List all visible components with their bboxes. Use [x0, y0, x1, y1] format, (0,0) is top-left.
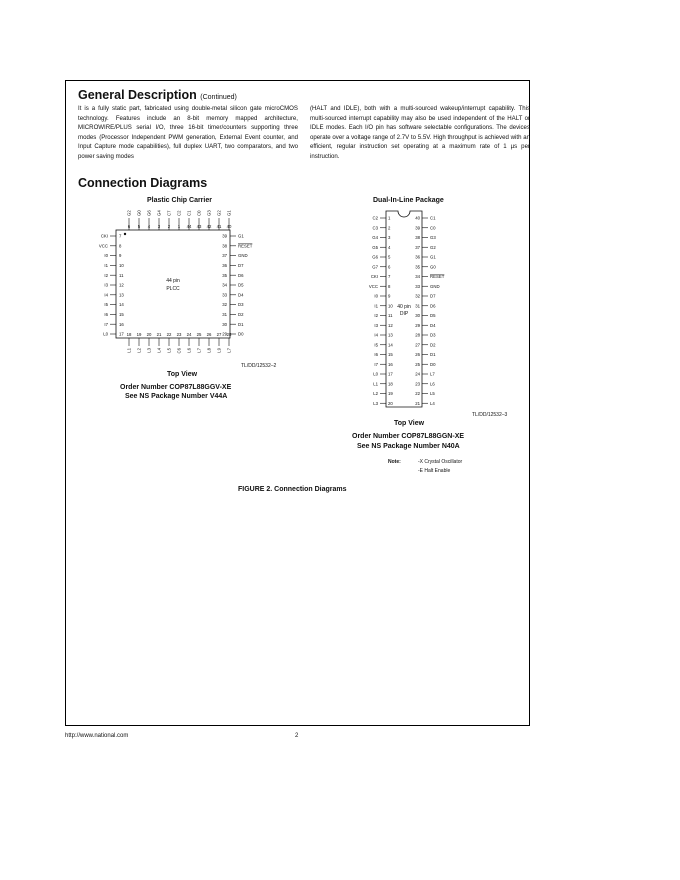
- dip-right-pin-number: 39: [415, 225, 420, 231]
- plcc-bottom-pin-number: 20: [146, 332, 152, 337]
- plcc-right-pin-label: D2: [238, 312, 244, 317]
- plcc-left-pin-number: 12: [119, 282, 124, 288]
- plcc-top-pin-number: 2: [167, 224, 171, 229]
- dip-left-pin-label: L0: [373, 371, 378, 377]
- plcc-bottom-pin-label: L1: [126, 348, 132, 353]
- note-label: Note:: [388, 459, 401, 465]
- dip-left-pin-number: 16: [388, 361, 393, 367]
- dip-left-pin-number: 13: [388, 332, 393, 338]
- dip-left-pin-label: CKI: [370, 274, 378, 280]
- dip-left-pin-label: I6: [374, 352, 378, 358]
- dip-right-pin-label: D2: [430, 342, 436, 348]
- plcc-bottom-pin-label: L4: [156, 348, 162, 353]
- plcc-top-pin-number: 3: [157, 224, 161, 229]
- plcc-left-pin-number: 17: [119, 331, 124, 337]
- plcc-right-pin-number: 39: [222, 233, 227, 239]
- dip-left-pin-number: 20: [388, 400, 393, 406]
- dip-left-pin-number: 19: [388, 391, 393, 397]
- plcc-bottom-pin-label: L8: [206, 348, 212, 353]
- plcc-right-pin-label: D5: [238, 282, 244, 288]
- plcc-bottom-pin-number: 26: [206, 332, 212, 337]
- plcc-left-pin-label: I4: [104, 292, 108, 298]
- dip-right-pin-number: 23: [415, 381, 420, 387]
- plcc-bottom-pin-label: L6: [186, 348, 192, 353]
- plcc-left-pin-number: 9: [119, 253, 122, 259]
- dip-left-pin-number: 2: [388, 225, 391, 231]
- plcc-top-pin-label: G2: [126, 210, 132, 216]
- plcc-left-pin-number: 15: [119, 312, 124, 317]
- plcc-right-pin-number: 29: [222, 331, 227, 337]
- plcc-bottom-pin-number: 21: [156, 332, 162, 337]
- dip-left-pin-label: G6: [372, 254, 378, 260]
- plcc-right-pin-number: 35: [222, 272, 227, 278]
- plcc-left-pin-number: 14: [119, 302, 124, 308]
- dip-right-pin-label: G0: [430, 264, 436, 270]
- plcc-right-pin-number: 38: [222, 243, 227, 249]
- dip-left-pin-label: I2: [374, 313, 378, 319]
- dip-left-pin-number: 6: [388, 264, 391, 270]
- plcc-right-pin-number: 36: [222, 263, 227, 268]
- dip-package-number: See NS Package Number N40A: [357, 443, 460, 450]
- plcc-left-pin-number: 7: [119, 233, 122, 239]
- dip-left-pin-label: C2: [372, 215, 378, 221]
- plcc-bottom-pin-label: L9: [216, 348, 222, 353]
- plcc-bottom-pin-number: 27: [216, 332, 222, 337]
- dip-right-pin-label: G1: [430, 254, 436, 260]
- plcc-top-pin-label: G6: [146, 210, 152, 216]
- plcc-top-pin-label: G2: [216, 210, 222, 216]
- plcc-top-pin-number: 6: [127, 224, 131, 229]
- dip-right-pin-number: 33: [415, 283, 420, 289]
- dip-right-pin-label: D6: [430, 303, 436, 309]
- dip-right-pin-number: 26: [415, 352, 420, 358]
- dip-center-line-2: DIP: [399, 311, 409, 317]
- plcc-right-pin-label: D6: [238, 272, 244, 278]
- plcc-left-pin-number: 13: [119, 292, 124, 298]
- dip-right-pin-number: 29: [415, 322, 420, 328]
- plcc-doc-code: TL/DD/12532–2: [241, 363, 277, 369]
- plcc-package-number: See NS Package Number V44A: [125, 393, 228, 400]
- plcc-left-pin-label: I6: [104, 312, 108, 317]
- dip-left-pin-label: I1: [374, 303, 378, 309]
- plcc-right-pin-number: 34: [222, 282, 227, 288]
- dip-left-pin-number: 14: [388, 342, 393, 348]
- plcc-right-pin-label: D0: [238, 331, 244, 337]
- plcc-bottom-pin-label: L2: [136, 348, 142, 353]
- dip-right-pin-label: C0: [430, 225, 436, 231]
- dip-top-view: Top View: [394, 420, 425, 427]
- dip-left-pin-label: I7: [374, 361, 378, 367]
- plcc-top-pin-number: 42: [206, 224, 212, 229]
- dip-left-pin-number: 3: [388, 235, 391, 241]
- dip-right-pin-label: RESET: [430, 274, 445, 280]
- dip-right-pin-number: 32: [415, 293, 420, 299]
- dip-left-pin-label: G7: [372, 264, 378, 270]
- figure-caption: FIGURE 2. Connection Diagrams: [238, 486, 347, 493]
- dip-right-pin-number: 30: [415, 313, 420, 319]
- plcc-bottom-pin-number: 25: [196, 332, 202, 337]
- dip-right-pin-number: 38: [415, 235, 420, 241]
- dip-right-pin-label: GND: [430, 283, 440, 289]
- plcc-top-pin-number: 4: [147, 224, 151, 229]
- dip-right-pin-number: 35: [415, 264, 420, 270]
- dip-right-pin-label: D1: [430, 352, 436, 358]
- plcc-right-pin-label: D7: [238, 263, 244, 268]
- dip-right-pin-number: 36: [415, 254, 420, 260]
- plcc-left-pin-label: I3: [104, 282, 108, 288]
- dip-right-pin-label: D4: [430, 322, 436, 328]
- note-line-1: -X Crystal Oscillator: [418, 459, 463, 465]
- plcc-left-pin-label: I0: [104, 253, 108, 259]
- plcc-title: Plastic Chip Carrier: [147, 197, 212, 204]
- note-line-2: -E Halt Enable: [418, 468, 451, 474]
- dip-left-pin-number: 11: [388, 313, 393, 319]
- plcc-bottom-pin-label: L7: [226, 348, 232, 353]
- plcc-right-pin-number: 30: [222, 321, 227, 327]
- plcc-top-pin-label: C1: [186, 210, 192, 216]
- plcc-left-pin-number: 16: [119, 321, 124, 327]
- dip-left-pin-number: 15: [388, 352, 393, 358]
- dip-right-pin-label: D7: [430, 293, 436, 299]
- plcc-top-pin-number: 43: [196, 224, 202, 229]
- plcc-top-pin-number: 5: [137, 224, 141, 229]
- plcc-center-line-1: 44 pin: [166, 278, 180, 284]
- dip-title: Dual-In-Line Package: [373, 197, 444, 204]
- plcc-right-pin-label: GND: [238, 253, 248, 259]
- plcc-right-pin-number: 37: [222, 253, 227, 259]
- dip-right-pin-label: G3: [430, 235, 436, 241]
- connection-diagrams-heading: Connection Diagrams: [78, 176, 208, 190]
- dip-left-pin-label: VCC: [368, 283, 378, 289]
- plcc-top-pin-number: 41: [216, 224, 222, 229]
- plcc-top-pin-number: 1: [177, 224, 181, 229]
- plcc-order-number: Order Number COP87L88GGV-XE: [120, 384, 232, 391]
- dip-left-pin-label: I3: [374, 322, 378, 328]
- dip-left-pin-number: 7: [388, 274, 391, 280]
- dip-right-pin-label: C1: [430, 215, 436, 221]
- plcc-bottom-pin-label: C6: [176, 348, 182, 354]
- dip-left-pin-label: G4: [372, 235, 378, 241]
- heading-title: General Description: [78, 88, 197, 102]
- plcc-right-pin-number: 31: [222, 312, 227, 317]
- plcc-left-pin-number: 10: [119, 263, 124, 268]
- plcc-bottom-pin-number: 24: [186, 332, 192, 337]
- dip-left-pin-label: I0: [374, 293, 378, 299]
- plcc-bottom-pin-number: 28: [226, 332, 232, 337]
- dip-left-pin-label: I4: [374, 332, 378, 338]
- plcc-bottom-pin-number: 22: [166, 332, 172, 337]
- dip-right-pin-number: 37: [415, 244, 420, 250]
- dip-left-pin-number: 17: [388, 371, 393, 377]
- plcc-center-line-2: PLCC: [166, 286, 180, 292]
- footer-url: http://www.national.com: [65, 733, 129, 739]
- plcc-diagram: [99, 210, 253, 354]
- dip-order-number: Order Number COP87L88GGN-XE: [352, 433, 465, 440]
- plcc-bottom-pin-number: 23: [176, 332, 182, 337]
- plcc-top-pin-label: G1: [226, 210, 232, 216]
- dip-left-pin-number: 10: [388, 303, 393, 309]
- dip-right-pin-label: D3: [430, 332, 436, 338]
- heading-continued: (Continued): [200, 94, 237, 101]
- plcc-top-pin-number: 40: [226, 224, 232, 229]
- dip-left-pin-label: I5: [374, 342, 378, 348]
- plcc-right-pin-label: D1: [238, 321, 244, 327]
- plcc-right-pin-label: G1: [238, 233, 244, 239]
- plcc-right-pin-label: D3: [238, 302, 244, 308]
- dip-left-pin-number: 12: [388, 322, 393, 328]
- plcc-bottom-pin-label: L5: [166, 348, 172, 353]
- dip-right-pin-number: 28: [415, 332, 420, 338]
- dip-left-pin-number: 5: [388, 254, 391, 260]
- description-right-column: (HALT and IDLE), both with a multi-sourced wakeup/interrupt capability. This multi-sourced interrupt capability may also be used independent of the HALT or IDLE modes. Each I/O pin has software selectable configurations. The devices operate over a voltage range of 2.7V to 5.5V. High throughput is achieved with an efficient, regular instruction set operating at a maximum rate of 1 µs per instruction.: [310, 105, 530, 160]
- dip-left-pin-label: L1: [373, 381, 378, 387]
- description-left-column: It is a fully static part, fabricated using double-metal silicon gate microCMOS technology. Features include an 8-bit memory mapped architecture, MICROWIRE/PLUS serial I/O, three 16-bit timer/counters supporting three modes (Processor Independent PWM generation, External Event counter, and Input Capture mode capabilities), full duplex UART, two comparators, and two power saving modes: [78, 105, 298, 160]
- dip-left-pin-label: G5: [372, 244, 378, 250]
- dip-right-pin-number: 31: [415, 303, 420, 309]
- dip-right-pin-label: D5: [430, 313, 436, 319]
- plcc-left-pin-label: L0: [103, 331, 108, 337]
- plcc-top-pin-label: G3: [206, 210, 212, 216]
- plcc-bottom-pin-label: L7: [196, 348, 202, 353]
- dip-left-pin-number: 1: [388, 215, 391, 221]
- dip-left-pin-number: 18: [388, 381, 393, 387]
- dip-right-pin-label: L7: [430, 371, 435, 377]
- dip-right-pin-number: 40: [415, 215, 420, 221]
- plcc-top-pin-label: C0: [196, 210, 202, 216]
- plcc-left-pin-label: CKI: [100, 233, 108, 239]
- plcc-bottom-pin-number: 18: [126, 332, 132, 337]
- dip-left-pin-label: L3: [373, 400, 378, 406]
- dip-diagram: [369, 211, 445, 407]
- dip-right-pin-number: 24: [415, 371, 420, 377]
- plcc-left-pin-label: I1: [104, 263, 108, 268]
- dip-center-line-1: 40 pin: [397, 304, 411, 310]
- plcc-left-pin-label: VCC: [98, 243, 108, 249]
- dip-right-pin-label: G2: [430, 244, 436, 250]
- plcc-right-pin-label: RESET: [238, 243, 253, 249]
- plcc-top-pin-label: C7: [166, 210, 172, 216]
- dip-left-pin-number: 4: [388, 244, 391, 250]
- plcc-top-pin-label: G0: [136, 210, 142, 216]
- dip-right-pin-number: 25: [415, 361, 420, 367]
- dip-left-pin-label: L2: [373, 391, 378, 397]
- dip-right-pin-number: 21: [415, 400, 420, 406]
- dip-right-pin-number: 22: [415, 391, 420, 397]
- plcc-left-pin-number: 11: [119, 272, 124, 278]
- dip-right-pin-label: L6: [430, 381, 435, 387]
- plcc-right-pin-label: D4: [238, 292, 244, 298]
- plcc-top-pin-label: C2: [176, 210, 182, 216]
- footer-page-number: 2: [295, 733, 299, 739]
- dip-right-pin-number: 27: [415, 342, 420, 348]
- plcc-top-view: Top View: [167, 371, 198, 378]
- plcc-left-pin-label: I7: [104, 321, 108, 327]
- plcc-right-pin-number: 32: [222, 302, 227, 308]
- dip-right-pin-label: L4: [430, 400, 435, 406]
- plcc-pin1-dot: [124, 233, 126, 235]
- plcc-left-pin-number: 8: [119, 243, 122, 249]
- plcc-left-pin-label: I2: [104, 272, 108, 278]
- dip-left-pin-number: 8: [388, 283, 391, 289]
- dip-left-pin-label: C3: [372, 225, 378, 231]
- plcc-bottom-pin-number: 19: [136, 332, 142, 337]
- plcc-right-pin-number: 33: [222, 292, 227, 298]
- dip-right-pin-number: 34: [415, 274, 420, 280]
- plcc-top-pin-label: G4: [156, 210, 162, 216]
- plcc-bottom-pin-label: L3: [146, 348, 152, 353]
- plcc-top-pin-number: 44: [186, 224, 192, 229]
- dip-right-pin-label: L5: [430, 391, 435, 397]
- plcc-body: [116, 230, 230, 338]
- dip-right-pin-label: D0: [430, 361, 436, 367]
- plcc-left-pin-label: I5: [104, 302, 108, 308]
- dip-left-pin-number: 9: [388, 293, 391, 299]
- dip-doc-code: TL/DD/12532–3: [472, 412, 508, 418]
